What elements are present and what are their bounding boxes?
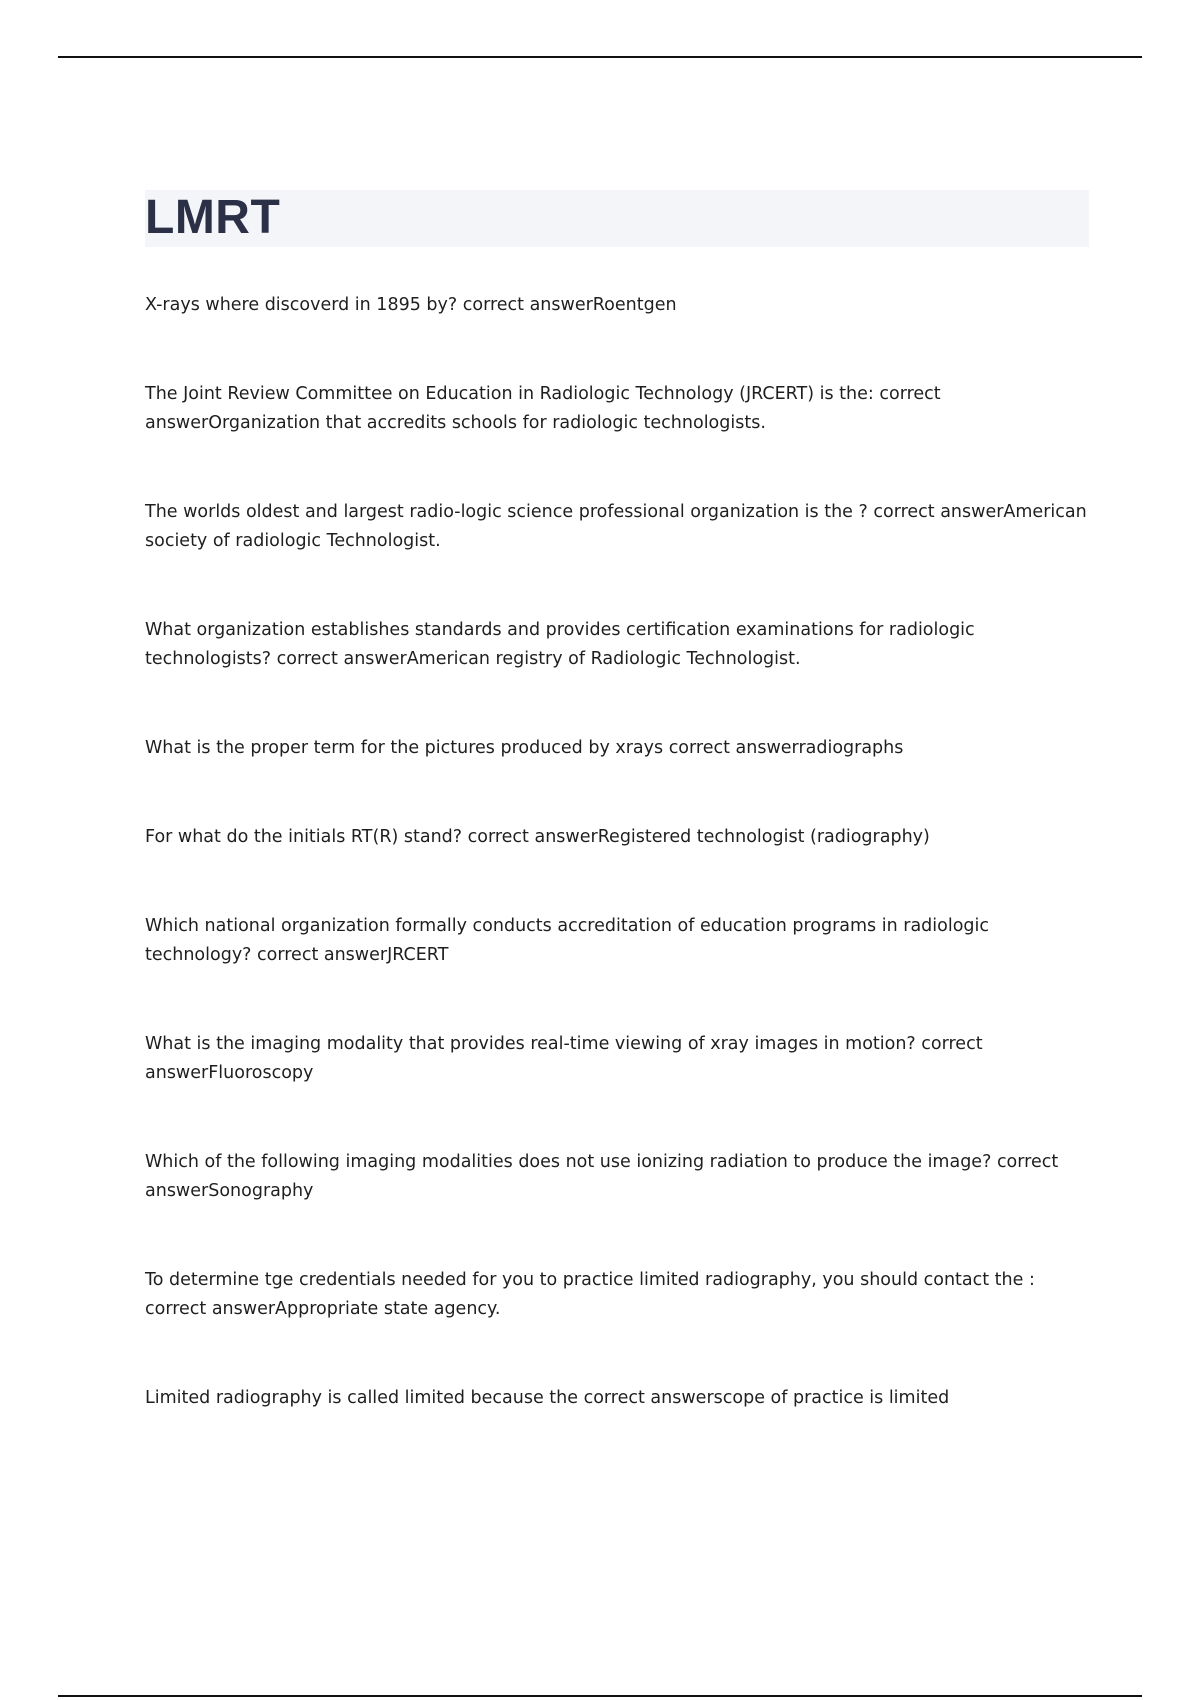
qa-item	[145, 823, 1095, 852]
qa-item	[145, 380, 1095, 438]
question: What is the proper term for the pictures produced by xrays	[145, 738, 664, 758]
answer: Sonography	[208, 1181, 314, 1201]
question: The Joint Review Committee on Education in Radiologic Technology (JRCERT) is the:	[145, 384, 874, 404]
answer: radiographs	[798, 738, 904, 758]
answer: Appropriate state agency.	[275, 1299, 501, 1319]
bottom-rule	[58, 1695, 1142, 1697]
qa-item	[145, 498, 1095, 556]
answer: Organization that accredits schools for radiologic technologists.	[208, 413, 766, 433]
answer-separator: correct answer	[145, 1034, 983, 1083]
answer-separator: correct answer	[251, 945, 388, 965]
answer: JRCERT	[387, 945, 449, 965]
qa-item	[145, 1384, 1095, 1413]
answer-separator: correct answer	[462, 827, 598, 847]
answer-separator: correct answer	[145, 1299, 276, 1319]
answer-separator: correct answer	[145, 1152, 1059, 1201]
question: The worlds oldest and largest radio-logic science professional organization is the ?	[145, 502, 868, 522]
qa-item	[145, 1148, 1095, 1206]
answer-separator: correct answer	[663, 738, 799, 758]
answer: Fluoroscopy	[208, 1063, 314, 1083]
qa-list	[145, 291, 1095, 1473]
qa-item	[145, 734, 1095, 763]
question: For what do the initials RT(R) stand?	[145, 827, 463, 847]
answer-separator: correct answer	[578, 1388, 714, 1408]
question: Limited radiography is called limited because the	[145, 1388, 579, 1408]
answer: Registered technologist (radiography)	[597, 827, 930, 847]
answer: scope of practice is limited	[713, 1388, 950, 1408]
qa-item	[145, 1030, 1095, 1088]
question: Which of the following imaging modalities does not use ionizing radiation to produce the image?	[145, 1152, 992, 1172]
qa-item	[145, 616, 1095, 674]
qa-item	[145, 1266, 1095, 1324]
answer-separator: correct answer	[271, 649, 407, 669]
answer: American society of radiologic Technologist.	[145, 502, 1087, 551]
answer: Roentgen	[592, 295, 677, 315]
question: What organization establishes standards and provides certification examinations for radiologic technologists?	[145, 620, 975, 669]
question: X-rays where discoverd in 1895 by?	[145, 295, 458, 315]
question: Which national organization formally conducts accreditation of education programs in radiologic technology?	[145, 916, 990, 965]
title-banner	[145, 190, 1089, 247]
question: To determine tge credentials needed for you to practice limited radiography, you should contact the :	[145, 1270, 1035, 1290]
answer: American registry of Radiologic Technologist.	[406, 649, 801, 669]
answer-separator: correct answer	[867, 502, 1004, 522]
question: What is the imaging modality that provides real-time viewing of xray images in motion?	[145, 1034, 916, 1054]
document-title: LMRT	[145, 191, 281, 244]
top-rule	[58, 56, 1142, 58]
answer-separator: correct answer	[457, 295, 593, 315]
qa-item	[145, 291, 1095, 320]
qa-item	[145, 912, 1095, 970]
answer-separator: correct answer	[145, 384, 941, 433]
